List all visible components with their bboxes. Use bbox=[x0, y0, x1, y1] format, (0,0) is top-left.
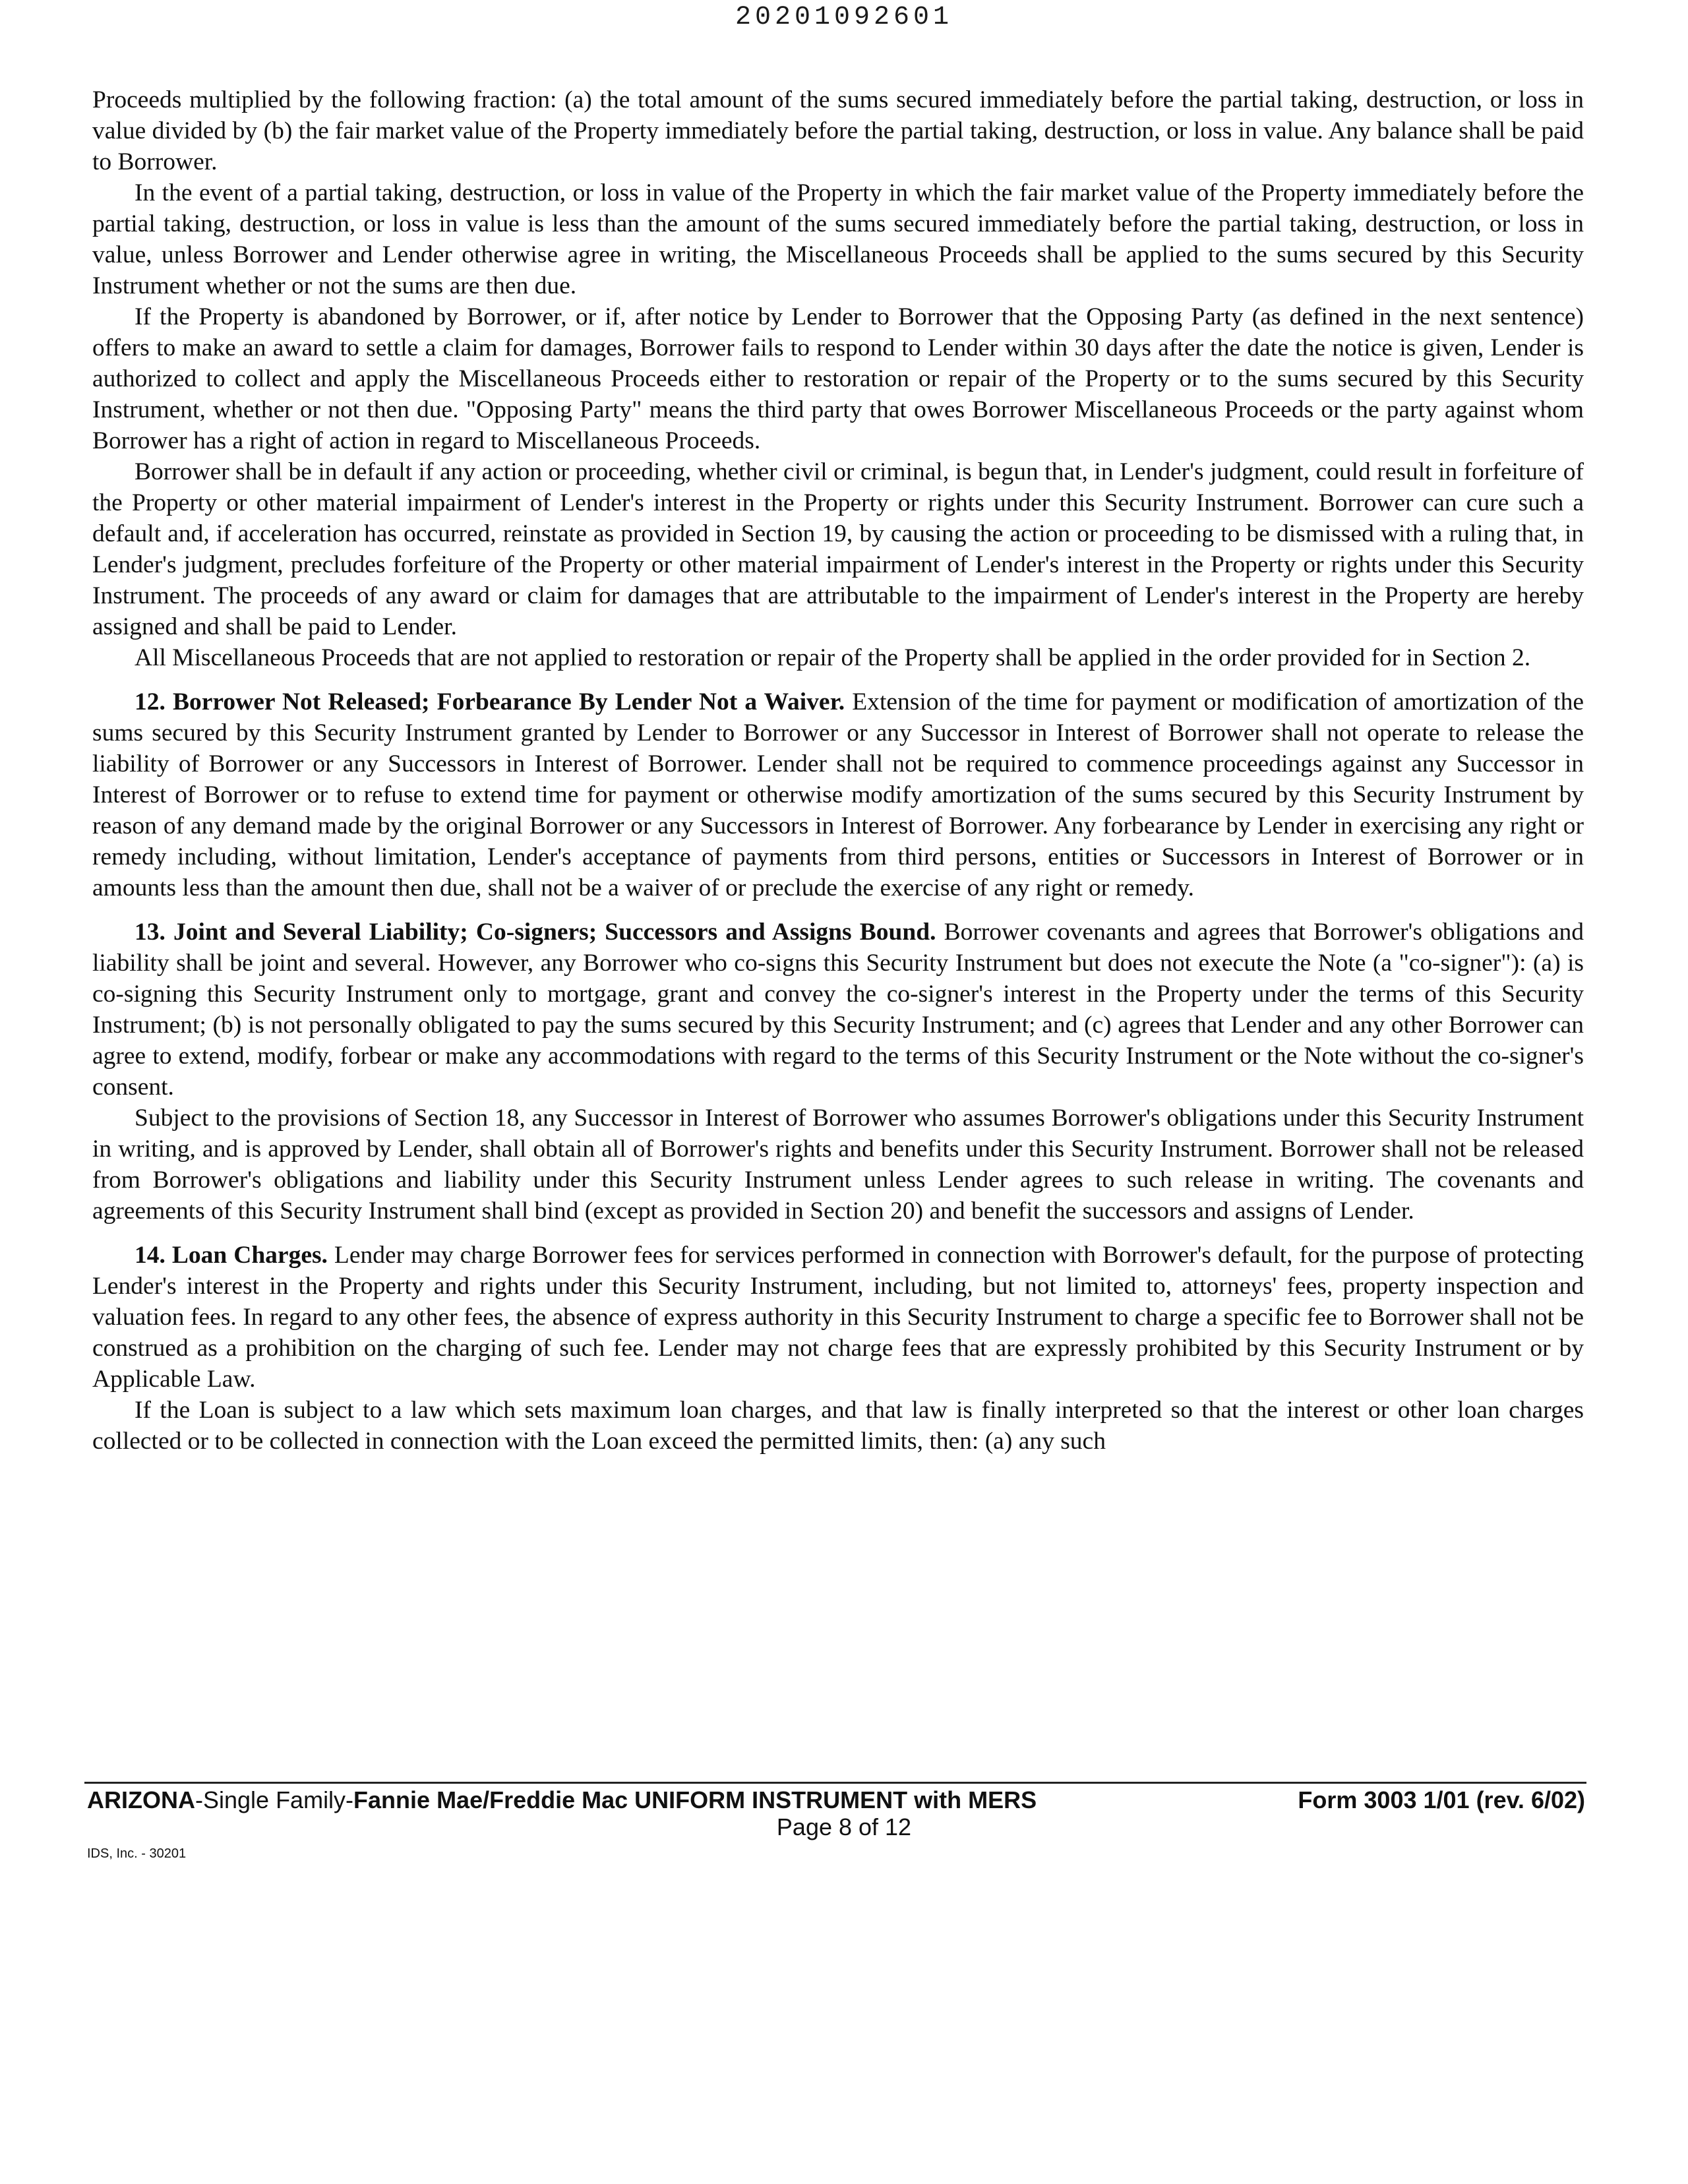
section-14-body: Lender may charge Borrower fees for services performed in connection with Borrower's default, for the purpose of protecting Lender's interest in the Property and rights under this Security Instrument, including, but not limited to, attorneys' fees, property inspection and valuation fees. In regard to any other fees, the absence of express authority in this Security Instrument to charge a specific fee to Borrower shall not be construed as a prohibition on the charging of such fee. Lender may not charge fees that are expressly prohibited by this Security Instrument or by Applicable Law. bbox=[92, 1242, 1584, 1393]
paragraph-borrower-default: Borrower shall be in default if any action or proceeding, whether civil or criminal, is begun that, in Lender's judgment, could result in forfeiture of the Property or other material impairment of Lender's interest in the Property or rights under this Security Instrument. Borrower can cure such a default and, if acceleration has occurred, reinstate as provided in Section 19, by causing the action or proceeding to be dismissed with a ruling that, in Lender's judgment, precludes forfeiture of the Property or other material impairment of Lender's interest in the Property or rights under this Security Instrument. The proceeds of any award or claim for damages that are attributable to the impairment of Lender's interest in the Property are hereby assigned and shall be paid to Lender. bbox=[92, 458, 1584, 640]
footer-instrument: Fannie Mae/Freddie Mac UNIFORM INSTRUMENT with MERS bbox=[353, 1786, 1037, 1813]
footer-family: -Single Family- bbox=[195, 1786, 354, 1813]
section-12-body: Extension of the time for payment or modification of amortization of the sums secured by this Security Instrument granted by Lender to Borrower or any Successor in Interest of Borrower shall not operate to release the liability of Borrower or any Successors in Interest of Borrower. Lender shall not be required to commence proceedings against any Successor in Interest of Borrower or to refuse to extend time for payment or otherwise modify amortization of the sums secured by this Security Instrument by reason of any demand made by the original Borrower or any Successors in Interest of Borrower. Any forbearance by Lender in exercising any right or remedy including, without limitation, Lender's acceptance of payments from third persons, entities or Successors in Interest of Borrower or in amounts less than the amount then due, shall not be a waiver of or preclude the exercise of any right or remedy. bbox=[92, 688, 1584, 901]
footer-divider bbox=[84, 1782, 1586, 1784]
section-12 bbox=[92, 686, 1584, 903]
footer-form-title bbox=[87, 1786, 1037, 1813]
footer-form-number: Form 3003 1/01 (rev. 6/02) bbox=[1298, 1786, 1585, 1813]
section-13-body: Borrower covenants and agrees that Borrower's obligations and liability shall be joint and several. However, any Borrower who co-signs this Security Instrument but does not execute the Note (a "co-signer"): (a) is co-signing this Security Instrument only to mortgage, grant and convey the co-signer's interest in the Property under the terms of this Security Instrument; (b) is not personally obligated to pay the sums secured by this Security Instrument; and (c) agrees that Lender and any other Borrower can agree to extend, modify, forbear or make any accommodations with regard to the terms of this Security Instrument or the Note without the co-signer's consent. bbox=[92, 919, 1584, 1101]
paragraph-max-loan-charges: If the Loan is subject to a law which sets maximum loan charges, and that law is finally interpreted so that the interest or other loan charges collected or to be collected in connection with the Loan exceed the permitted limits, then: (a) any such bbox=[92, 1397, 1584, 1455]
footer-state: ARIZONA bbox=[87, 1786, 195, 1813]
recording-number: 20201092601 bbox=[735, 3, 953, 32]
paragraph-successors: Subject to the provisions of Section 18, any Successor in Interest of Borrower who assumes Borrower's obligations under this Security Instrument in writing, and is approved by Lender, shall obtain all of Borrower's rights and benefits under this Security Instrument. Borrower shall not be released from Borrower's obligations and liability under this Security Instrument unless Lender agrees to such release in writing. The covenants and agreements of this Security Instrument shall bind (except as provided in Section 20) and benefit the successors and assigns of Lender. bbox=[92, 1105, 1584, 1225]
paragraph-proceeds-fraction: Proceeds multiplied by the following fraction: (a) the total amount of the sums secured immediately before the partial taking, destruction, or loss in value divided by (b) the fair market value of the Property immediately before the partial taking, destruction, or loss in value. Any balance shall be paid to Borrower. bbox=[92, 86, 1584, 175]
footer-form-line bbox=[87, 1786, 1585, 1815]
page-number: Page 8 of 12 bbox=[776, 1813, 912, 1840]
section-13-title: 13. Joint and Several Liability; Co-signers; Successors and Assigns Bound. bbox=[135, 919, 936, 946]
paragraph-partial-taking: In the event of a partial taking, destruction, or loss in value of the Property in which the fair market value of the Property immediately before the partial taking, destruction, or loss in value is less than the amount of the sums secured immediately before the partial taking, destruction, or loss in value, unless Borrower and Lender otherwise agree in writing, the Miscellaneous Proceeds shall be applied to the sums secured by this Security Instrument whether or not the sums are then due. bbox=[92, 179, 1584, 299]
paragraph-misc-proceeds-order: All Miscellaneous Proceeds that are not applied to restoration or repair of the Property shall be applied in the order provided for in Section 2. bbox=[135, 644, 1531, 671]
section-14 bbox=[92, 1240, 1584, 1395]
paragraph-abandoned-property: If the Property is abandoned by Borrower, or if, after notice by Lender to Borrower that the Opposing Party (as defined in the next sentence) offers to make an award to settle a claim for damages, Borrower fails to respond to Lender within 30 days after the date the notice is given, Lender is authorized to collect and apply the Miscellaneous Proceeds either to restoration or repair of the Property or to the sums secured by this Security Instrument, whether or not then due. "Opposing Party" means the third party that owes Borrower Miscellaneous Proceeds or the party against whom Borrower has a right of action in regard to Miscellaneous Proceeds. bbox=[92, 303, 1584, 454]
document-body bbox=[92, 84, 1584, 1457]
section-12-title: 12. Borrower Not Released; Forbearance By Lender Not a Waiver. bbox=[135, 688, 845, 715]
footer-ids-code: IDS, Inc. - 30201 bbox=[87, 1846, 187, 1861]
section-14-title: 14. Loan Charges. bbox=[135, 1242, 328, 1269]
section-13 bbox=[92, 917, 1584, 1103]
